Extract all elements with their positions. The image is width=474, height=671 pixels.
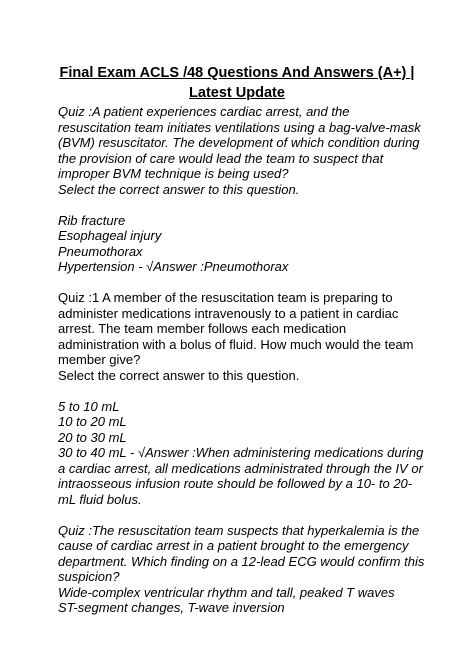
answer-option: 10 to 20 mL [58, 414, 127, 429]
document-title-line-1: Final Exam ACLS /48 Questions And Answers (A+) | [59, 65, 415, 81]
answer-option: 5 to 10 mL [58, 398, 120, 414]
answer-option-correct: 30 to 40 mL - √Answer :When administering medications during [58, 445, 424, 460]
question-text-line: administration with a bolus of fluid. How much would the team [58, 336, 414, 352]
question-text-line: Quiz :The resuscitation team suspects that hyperkalemia is the [58, 522, 420, 538]
answer-explanation-line: a cardiac arrest, all medications administrated through the IV or [58, 460, 423, 476]
question-3 [58, 523, 438, 616]
question-1 [58, 104, 438, 275]
question-text-line: (BVM) resuscitator. The development of which condition during [58, 135, 420, 150]
question-text-line: administer medications intravenously to a patient in cardiac [58, 305, 399, 321]
question-text-line: Quiz :1 A member of the resuscitation team is preparing to [58, 290, 393, 305]
answer-option: Esophageal injury [58, 228, 162, 243]
question-text-line: department. Which finding on a 12-lead ECG would confirm this [58, 553, 425, 569]
question-text-line: Select the correct answer to this question. [58, 181, 300, 197]
question-text-line: improper BVM technique is being used? [58, 166, 289, 181]
document-title-line-2: Latest Update [189, 85, 285, 101]
answer-explanation-line: intraosseous infusion route should be followed by a 10- to 20- [58, 476, 413, 491]
answer-option: 20 to 30 mL [58, 429, 127, 445]
answer-option: Rib fracture [58, 212, 126, 228]
question-text-line: cause of cardiac arrest in a patient brought to the emergency [58, 538, 409, 553]
question-2 [58, 290, 438, 507]
answer-option: Wide-complex ventricular rhythm and tall, peaked T waves [58, 584, 395, 600]
question-text-line: the provision of care would lead the team to suspect that [58, 150, 384, 166]
answer-option: Pneumothorax [58, 243, 143, 259]
question-text-line: suspicion? [58, 569, 120, 584]
question-text-line: member give? [58, 352, 141, 367]
question-text-line: arrest. The team member follows each medication [58, 321, 347, 336]
document-body [58, 104, 438, 616]
question-text-line: Select the correct answer to this question. [58, 367, 300, 383]
question-text-line: resuscitation team initiates ventilations using a bag-valve-mask [58, 119, 421, 135]
answer-option: ST-segment changes, T-wave inversion [58, 600, 285, 615]
answer-option-correct: Hypertension - √Answer :Pneumothorax [58, 259, 289, 274]
question-text-line: Quiz :A patient experiences cardiac arrest, and the [58, 104, 350, 119]
answer-explanation-line: mL fluid bolus. [58, 491, 142, 507]
